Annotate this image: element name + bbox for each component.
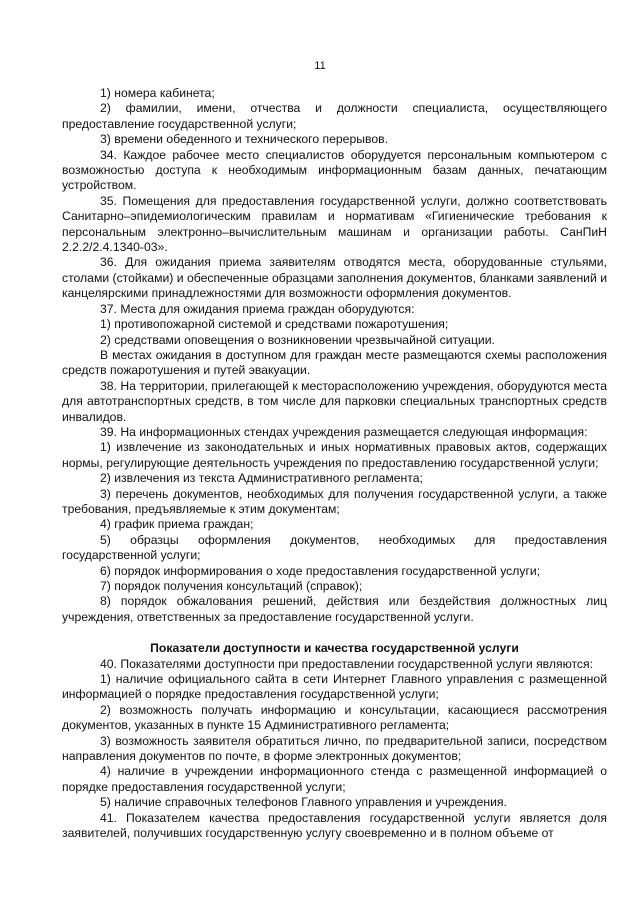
paragraph: 1) наличие официального сайта в сети Интернет Главного управления с размещенной информацией о порядке предоставления государственной услуги; xyxy=(62,672,607,702)
paragraph: 3) перечень документов, необходимых для получения государственной услуги, а также требования, предъявляемые к этим документам; xyxy=(62,486,607,516)
paragraph: 39. На информационных стендах учреждения размещается следующая информация: xyxy=(100,424,588,439)
document-body xyxy=(62,86,607,842)
paragraph: 40. Показателями доступности при предоставлении государственной услуги являются: xyxy=(100,656,593,671)
paragraph: 1) извлечение из законодательных и иных нормативных правовых актов, содержащих нормы, регулирующие деятельность учреждения по предоставлению государственной услуги; xyxy=(62,440,607,470)
page-number: 11 xyxy=(314,60,326,72)
paragraph: 7) порядок получения консультаций (справок); xyxy=(100,579,363,593)
section-heading: Показатели доступности и качества государственной услуги xyxy=(150,641,519,656)
paragraph: 4) график приема граждан; xyxy=(100,517,254,532)
paragraph: 37. Места для ожидания приема граждан оборудуются: xyxy=(100,301,415,316)
paragraph: 36. Для ожидания приема заявителям отводятся места, оборудованные стульями, столами (стойками) и обеспеченные образцами заполнения документов, бланками заявлений и канцелярскими принадлежностями для возможности оформления документов. xyxy=(62,255,607,301)
paragraph: 2) извлечения из текста Административного регламента; xyxy=(100,471,423,486)
paragraph: 5) образцы оформления документов, необходимых для предоставления государственной услуги; xyxy=(62,532,607,563)
paragraph: 2) фамилии, имени, отчества и должности специалиста, осуществляющего предоставление государственной услуги; xyxy=(62,101,607,131)
paragraph: 2) возможность получать информацию и консультации, касающиеся рассмотрения документов, указанных в пункте 15 Административного регламента; xyxy=(62,702,607,733)
paragraph: 3) времени обеденного и технического перерывов. xyxy=(100,132,388,147)
paragraph: 2) средствами оповещения о возникновении чрезвычайной ситуации. xyxy=(100,332,495,347)
paragraph: 4) наличие в учреждении информационного стенда с размещенной информацией о порядке предоставления государственной услуги; xyxy=(62,764,607,794)
paragraph: 38. На территории, прилегающей к месторасположению учреждения, оборудуются места для автотранспортных средств, в том числе для парковки специальных транспортных средств инвалидов. xyxy=(62,378,607,424)
paragraph: 3) возможность заявителя обратиться лично, по предварительной записи, посредством направления документов по почте, в форме электронных документов; xyxy=(62,733,607,764)
paragraph: 8) порядок обжалования решений, действия или бездействия должностных лиц учреждения, ответственных за предоставление государственной услуги. xyxy=(62,594,607,624)
paragraph: 41. Показателем качества предоставления государственной услуги является доля заявителей, получивших государственную услугу своевременно и в полном объеме от xyxy=(62,810,607,841)
paragraph: В местах ожидания в доступном для граждан месте размещаются схемы расположения средств пожаротушения и путей эвакуации. xyxy=(62,347,607,378)
paragraph: 1) номера кабинета; xyxy=(100,86,215,100)
paragraph: 35. Помещения для предоставления государственной услуги, должно соответствовать Санитарно–эпидемиологическим правилам и нормативам «Гигиенические требования к персональным электронно–вычислительным машинам и организации работы. СанПиН 2.2.2/2.4.1340-03». xyxy=(62,193,607,255)
paragraph: 34. Каждое рабочее место специалистов оборудуется персональным компьютером с возможностью доступа к необходимым информационным базам данных, печатающим устройством. xyxy=(62,147,607,193)
paragraph: 6) порядок информирования о ходе предоставления государственной услуги; xyxy=(100,563,541,578)
paragraph: 1) противопожарной системой и средствами пожаротушения; xyxy=(100,317,449,332)
paragraph: 5) наличие справочных телефонов Главного управления и учреждения. xyxy=(100,795,507,810)
